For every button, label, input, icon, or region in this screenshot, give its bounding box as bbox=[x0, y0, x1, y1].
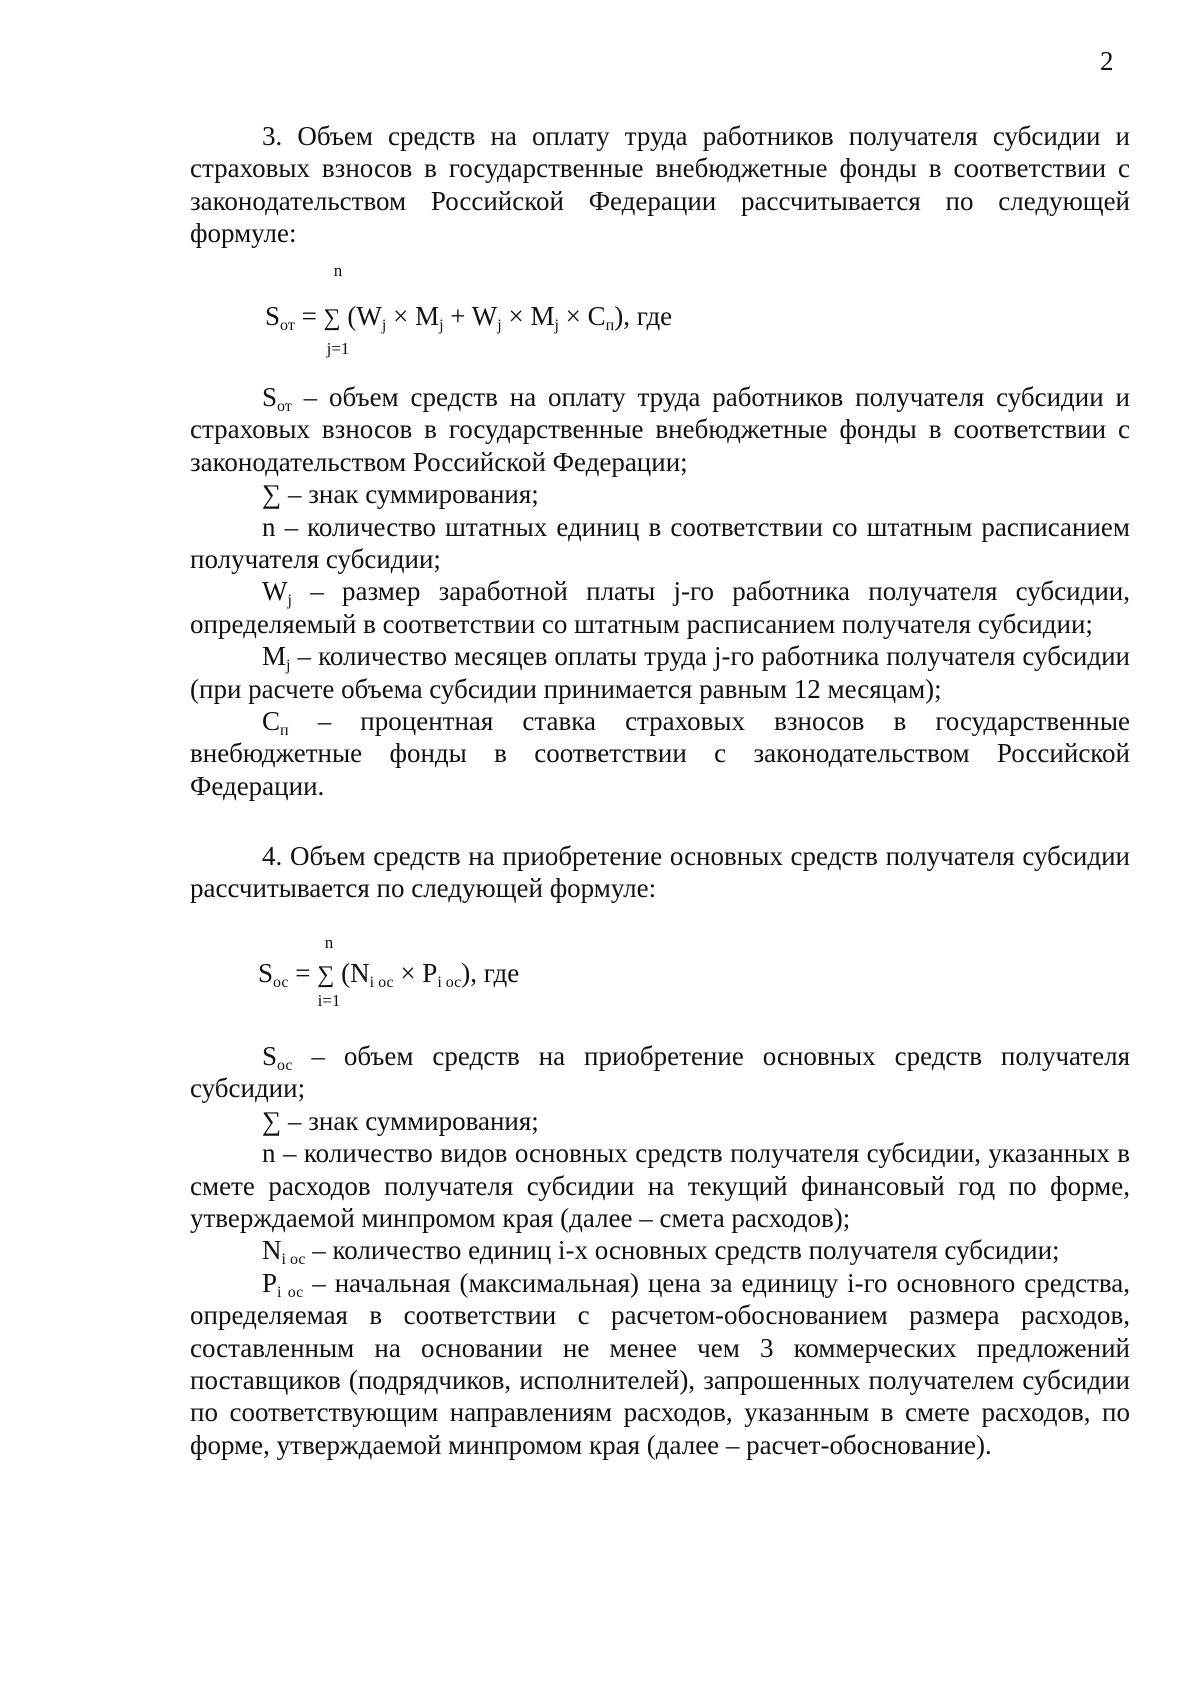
definition-sot bbox=[190, 381, 1130, 478]
formula-soc-p-sub: i ос bbox=[437, 974, 462, 991]
definition-ni bbox=[190, 1234, 1130, 1269]
formula-sot-upper-limit: n bbox=[333, 261, 343, 280]
definition-sot-text: – объем средств на оплату труда работников получателя субсидии и страховых взносов в государственные внебюджетные фонды в соответствии с законодательством Российской Федерации; bbox=[190, 382, 1130, 477]
definition-sum: ∑ – знак суммирования; bbox=[262, 479, 539, 510]
formula-sot-w: (W bbox=[340, 301, 382, 331]
formula-soc-close: ), где bbox=[461, 958, 520, 988]
definition-n: n – количество штатных единиц в соответствии со штатным расписанием получателя субсидии; bbox=[190, 511, 1130, 575]
definition-n-2: n – количество видов основных средств получателя субсидии, указанных в смете расходов получателя субсидии на текущий финансовый год по форме, утверждаемой минпромом края (далее – смета расходов); bbox=[190, 1138, 1130, 1234]
definition-m-text: – количество месяцев оплаты труда j-го работника получателя субсидии (при расчете объема субсидии принимается равным 12 месяцам); bbox=[190, 641, 1130, 704]
formula-sot-m2-sub: j bbox=[554, 317, 559, 334]
formula-sot-m: × M bbox=[386, 301, 440, 331]
formula-soc-expression bbox=[258, 957, 519, 991]
formula-sot-lhs-sub: от bbox=[280, 317, 295, 334]
section-3-intro-text: 3. Объем средств на оплату труда работников получателя субсидии и страховых взносов в государственные внебюджетные фонды в соответствии с законодательством Российской Федерации рассчитывается по следующей формуле: bbox=[190, 121, 1130, 249]
definition-sot-symbol-sub: от bbox=[277, 398, 292, 415]
definition-sum-2: ∑ – знак суммирования; bbox=[262, 1105, 539, 1136]
formula-soc-n-sub: i ос bbox=[369, 974, 394, 991]
sum-icon: ∑ bbox=[323, 305, 341, 331]
formula-sot-lhs: S bbox=[265, 301, 281, 331]
formula-sot-c: × C bbox=[558, 301, 606, 331]
formula-sot-m-sub: j bbox=[439, 317, 444, 334]
definition-soc-symbol: S bbox=[262, 1041, 278, 1071]
formula-sot-close: ), где bbox=[614, 301, 673, 331]
section-4-definitions bbox=[190, 1040, 1130, 1461]
formula-sot-expression bbox=[265, 300, 672, 334]
definition-soc bbox=[190, 1040, 1130, 1105]
definition-w-symbol: W bbox=[262, 576, 288, 607]
page-number: 2 bbox=[1100, 46, 1114, 76]
formula-sot-c-sub: п bbox=[605, 317, 615, 334]
formula-sot-w2: + W bbox=[443, 301, 498, 331]
definition-c-text: – процентная ставка страховых взносов в государственные внебюджетные фонды в соответствии с законодательством Российской Федерации. bbox=[190, 706, 1130, 801]
definition-c bbox=[190, 705, 1130, 802]
definition-m-symbol: M bbox=[262, 641, 287, 672]
definition-w bbox=[190, 575, 1130, 640]
formula-soc-lhs: S bbox=[258, 958, 274, 988]
section-4-intro-text: 4. Объем средств на приобретение основных средств получателя субсидии рассчитывается по следующей формуле: bbox=[190, 841, 1130, 904]
formula-soc-lower-limit: i=1 bbox=[317, 991, 341, 1010]
formula-soc-upper-limit: n bbox=[324, 933, 334, 952]
sum-icon: ∑ bbox=[317, 962, 335, 988]
formula-sot-w2-sub: j bbox=[497, 317, 502, 334]
definition-ni-symbol-sub: i ос bbox=[281, 1251, 306, 1269]
definition-soc-text: – объем средств на приобретение основных средств получателя субсидии; bbox=[190, 1041, 1130, 1104]
definition-c-symbol-sub: п bbox=[280, 722, 289, 740]
definition-m bbox=[190, 640, 1130, 705]
definition-pi bbox=[190, 1267, 1130, 1461]
formula-soc-p: × P bbox=[393, 958, 438, 988]
definition-c-symbol: C bbox=[262, 706, 281, 737]
formula-sot-equals: = bbox=[294, 301, 324, 331]
definition-soc-symbol-sub: ос bbox=[277, 1057, 293, 1074]
section-3-intro bbox=[190, 120, 1130, 250]
definition-ni-text: – количество единиц i-х основных средств получателя субсидии; bbox=[305, 1235, 1060, 1266]
section-3-definitions bbox=[190, 381, 1130, 802]
definition-w-symbol-sub: j bbox=[287, 592, 292, 610]
formula-sot-w-sub: j bbox=[381, 317, 387, 334]
definition-m-symbol-sub: j bbox=[286, 657, 291, 675]
formula-soc-equals: = bbox=[288, 958, 318, 988]
definition-pi-symbol: P bbox=[262, 1267, 278, 1298]
formula-sot-m2: × M bbox=[501, 301, 555, 331]
definition-w-text: – размер заработной платы j-го работника получателя субсидии, определяемый в соответствии со штатным расписанием получателя субсидии; bbox=[190, 576, 1130, 639]
section-4-intro bbox=[190, 840, 1130, 905]
formula-soc-lhs-sub: ос bbox=[273, 974, 289, 991]
definition-pi-text: – начальная (максимальная) цена за единицу i-го основного средства, определяемая в соответствии с расчетом-обоснованием размера расходов, составленным на основании не менее чем 3 коммерческих предложений поставщиков (подрядчиков, исполнителей), запрошенных получателем субсидии по соответствующим направлениям расходов, указанным в смете расходов, по форме, утверждаемой минпромом края (далее – расчет-обоснование). bbox=[190, 1267, 1130, 1460]
definition-ni-symbol: N bbox=[262, 1235, 282, 1266]
formula-soc-n: (N bbox=[334, 958, 370, 988]
definition-sot-symbol: S bbox=[262, 382, 278, 412]
formula-sot-lower-limit: j=1 bbox=[326, 339, 350, 358]
definition-pi-symbol-sub: i ос bbox=[277, 1283, 304, 1301]
